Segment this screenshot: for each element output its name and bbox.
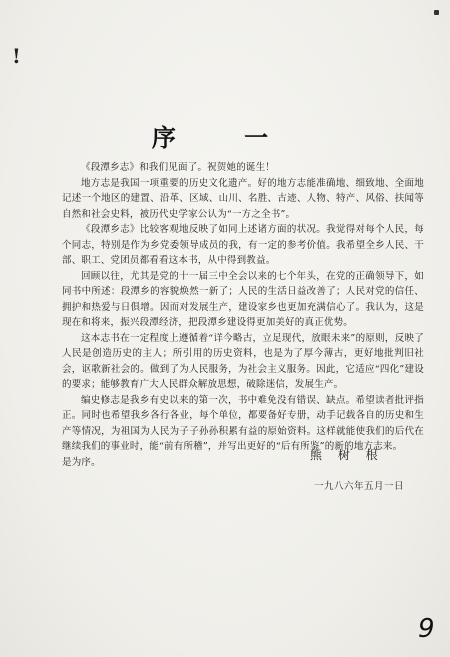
paragraph: 编史修志是我乡有史以来的第一次，书中难免没有错误、缺点。希望读者批评指正。同时也希望我乡各行各业，每个单位，都要备好专册，动手记载各自的历史和生产等情况，为祖国为人民为子子孙孙积累有益的原始资料。这样就能使我们的后代在继续我们的事业时，能“前有所稽”，并写出更好的“后有所鉴”的新的地方志来。	[62, 394, 424, 452]
paragraph: 是为序。	[62, 456, 101, 468]
preface-date: 一九八六年五月一日	[314, 481, 405, 492]
paragraph: 《段潭乡志》比较客观地反映了如同上述诸方面的状况。我觉得对每个人民，每个同志，特别是作为乡党委领导成员的我，有一定的参考价值。我希望全乡人民、干部、职工、党团员都看看这本书，从中得到教益。	[62, 224, 424, 266]
paragraph: 这本志书在一定程度上遵循着“详今略古，立足现代，放眼未来”的原则，反映了人民是创造历史的主人；所引用的历史资料，也是为了厚今薄古，更好地批判旧社会，讴歌新社会的。做到了为人民服务，为社会主义服务。因此，它适应“四化”建设的要求；能够教育广大人民群众解放思想，破除迷信，发展生产。	[62, 332, 424, 390]
paragraph: 《段潭乡志》和我们见面了。祝贺她的诞生！	[81, 162, 276, 173]
preface-body	[62, 160, 424, 470]
ink-speck	[434, 10, 439, 15]
paragraph: 回顾以往，尤其是党的十一届三中全会以来的七个年头，在党的正确领导下，如同书中所述：段潭乡的容貌焕然一新了；人民的生活日益改善了；人民对党的信任、拥护和热爱与日俱增。因而对发展生产，建设家乡也更加充满信心了。我认为，这是现在和将来，振兴段潭经济，把段潭乡建设得更加美好的真正优势。	[62, 270, 424, 328]
page-number: 9	[418, 614, 435, 644]
page-title: 序 一	[151, 123, 299, 152]
paragraph: 地方志是我国一项重要的历史文化遗产。好的地方志能准确地、细致地、全面地记述一个地区的建置、沿革、区域、山川、名胜、古迹、人物、特产、风俗、扶闻等自然和社会史料，被历代史学家公认为“一方之全书”。	[62, 177, 424, 220]
corner-mark: !	[12, 44, 21, 68]
author-signature: 熊 树 根	[310, 448, 384, 462]
